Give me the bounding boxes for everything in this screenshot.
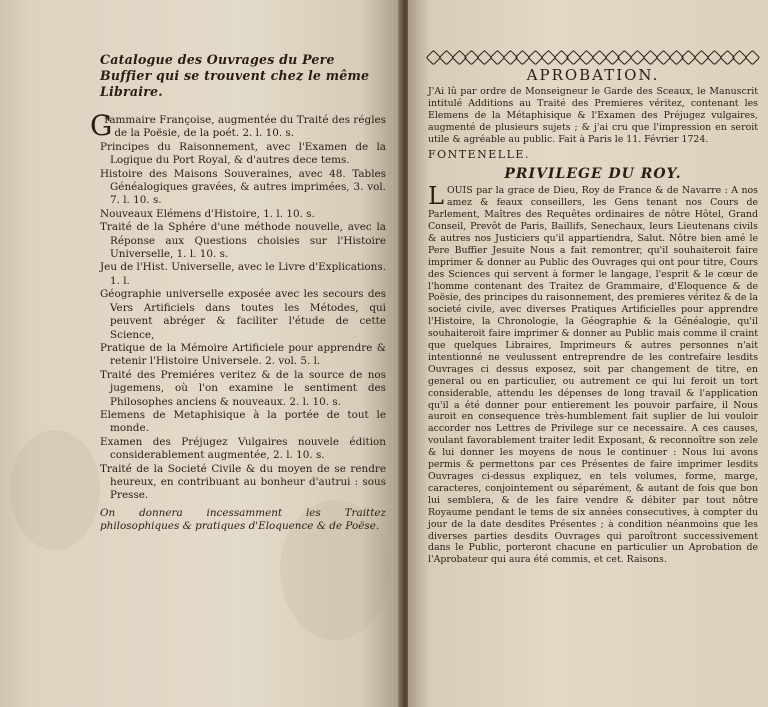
catalogue-entry: Examen des Préjugez Vulgaires nouvele édition considerablement augmentée, 2. l. 10. s.	[100, 435, 386, 462]
catalogue-column	[90, 52, 386, 544]
catalogue-entry: Elemens de Metaphisique à la portée de tout le monde.	[100, 408, 386, 435]
catalogue-entry: Principes du Raisonnement, avec l'Examen de la Logique du Port Royal, & d'autres dece tems.	[100, 140, 386, 167]
approbation-privilege-column	[428, 50, 758, 566]
privilege-text-block	[428, 182, 758, 566]
paper-stain	[10, 430, 100, 550]
approbation-text: J'Ai lû par ordre de Monseigneur le Garde des Sceaux, le Manuscrit intitulé Additions au Traité des Premieres véritez, contenant les Elemens de la Métaphisique & l'Examen des Préjugez vulgaires, augmenté de plusieurs sujets ; & j'ai cru que l'impression en seroit utile & agréable au public. Fait à Paris le 11. Février 1724.	[428, 85, 758, 145]
catalogue-entry: Nouveaux Elémens d'Histoire, 1. l. 10. s.	[100, 207, 315, 220]
privilege-title: PRIVILEGE DU ROY.	[504, 166, 682, 183]
catalogue-entry: Traité des Premiéres veritez & de la source de nos jugemens, où l'on examine le sentiment des Philosophes anciens & nouveaux. 2. l. 10. s.	[100, 368, 386, 408]
privilege-text: OUIS par la grace de Dieu, Roy de France & de Navarre : A nos amez & feaux conseillers, les Gens tenant nos Cours de Parlement, Maîtres des Requêtes ordinaires de nôtre Hôtel, Grand Conseil, Prevôt de Paris, Baillifs, Senechaux, leurs Lieutenans civils & autres nos Justiciers qu'il appartiendra, Salut. Nôtre bien amé le Pere Buffier Jesuite Nous a fait remontrer, qu'il souhaiteroit faire imprimer & donner au Public des Ouvrages qui ont pour titre, Cours des Sciences qui servent à former le langage, l'esprit & le cœur de l'homme contenant des Traitez de Grammaire, d'Eloquence & de Poësie, des principes du raisonnement, des premieres véritez & de la societé civile, avec diverses Pratiques Artificielles pour apprendre l'Histoire, la Chronologie, la Géographie & la Généalogie, qu'il souhaiteroit faire imprimer & donner au Public mais comme il craint que quelques Libraires, Imprimeurs & autres personnes n'ait intentionné ne veulussent entreprendre de les contrefaire lesdits Ouvrages ci dessus exposez, soit par changement de titre, en general ou en particulier, ou autrement ce qui lui feroit un tort considerable, attendu les dépenses de long travail & l'application qu'il a été donner pour entierement les pouvoir parfaire, il Nous auroit en consequence très-humblement fait suplier de lui vouloir accorder nos Lettres de Privilege sur ce necessaire. A ces causes, voulant favorablement traiter ledit Exposant, & reconnoître son zele & lui donner les moyens de nous le continuer : Nous lui avons permis & permettons par ces Présentes de faire imprimer lesdits Ouvrages ci-dessus expliquez, en tels volumes, forme, marge, caracteres, conjointement ou séparément, & autant de fois que bon lui semblera, & de les faire vendre & débiter par tout nôtre Royaume pendant le tems de six années consecutives, à compter du jour de la date desdites Présentes ; à condition néanmoins que les diverses parties desdits Ouvrages qui paroîtront successivement dans le Public, porteront chacune en particulier un Aprobation de l'Aprobateur qui aura été commis, et cet. Raisons.	[428, 185, 758, 566]
approbation-title: APROBATION.	[526, 66, 660, 84]
approbation-signature: FONTENELLE.	[428, 148, 530, 162]
catalogue-entry: Histoire des Maisons Souveraines, avec 48. Tables Généalogiques gravées, & autres imprimées, 3. vol. 7. l. 10. s.	[100, 167, 386, 207]
catalogue-entry: Pratique de la Mémoire Artificiele pour apprendre & retenir l'Histoire Universele. 2. vol. 5. l.	[100, 341, 386, 368]
catalogue-entry: Géographie universelle exposée avec les secours des Vers Artificiels dans toutes les Métodes, qui peuvent abréger & faciliter l'étude de cette Science,	[100, 288, 386, 341]
catalogue-entry: Jeu de l'Hist. Universelle, avec le Livre d'Explications. 1. l.	[100, 261, 386, 287]
right-page	[408, 0, 768, 707]
privilege-dropcap: L	[428, 182, 444, 211]
ornament-band	[428, 50, 758, 64]
forthcoming-note: On donnera incessamment les Traittez philosophiques & pratiques d'Eloquence & de Poëse.	[100, 506, 386, 533]
catalogue-title: Catalogue des Ouvrages du Pere Buffier qui se trouvent chez le même Libraire.	[100, 52, 370, 99]
catalogue-entry: Grammaire Françoise, augmentée du Traité des régles de la Poësie, de la poét. 2. l. 10. s.	[90, 109, 386, 142]
catalogue-entry: Traité de la Societé Civile & du moyen de se rendre heureux, en contribuant au bonheur d'autrui : sous Presse.	[100, 462, 386, 502]
catalogue-entry: Traité de la Sphére d'une méthode nouvelle, avec la Réponse aux Questions choisies sur l'Histoire Universelle, 1. l. 10. s.	[100, 221, 386, 261]
